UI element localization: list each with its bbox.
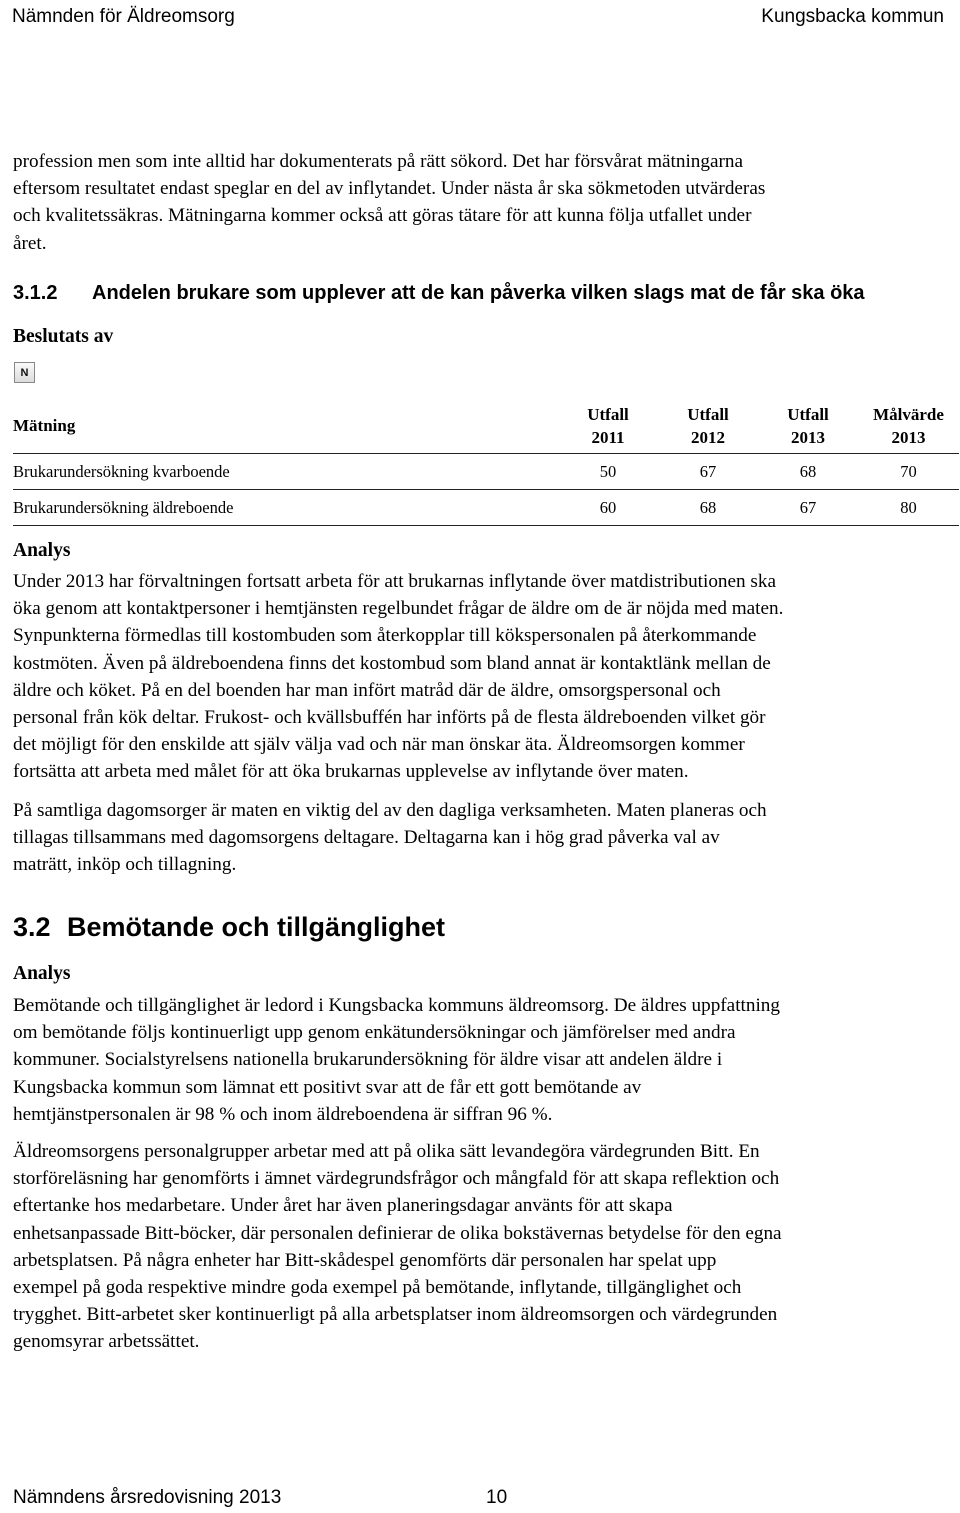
- section-heading-3-1-2: [13, 282, 865, 305]
- intro-line: året.: [13, 232, 47, 254]
- cell-value: 67: [799, 497, 817, 517]
- text-line: På samtliga dagomsorger är maten en viktig del av den dagliga verksamheten. Maten planeras och: [13, 800, 767, 821]
- dagomsorg-paragraph: [13, 797, 948, 879]
- text-line: Äldreomsorgens personalgrupper arbetar med att på olika sätt levandegöra värdegrunden Bitt. En: [13, 1141, 760, 1162]
- header-right: Kungsbacka kommun: [761, 6, 944, 27]
- text-line: kostmöten. Även på äldreboendena finns det kostombud som bland annat är kontaktlänk mellan de: [13, 652, 771, 674]
- text-line: öka genom att kontaktpersoner i hemtjänsten regelbundet frågar de äldre om de är nöjda med maten.: [13, 598, 784, 620]
- cell-value: 68: [699, 497, 717, 517]
- text-line: Bemötande och tillgänglighet är ledord i Kungsbacka kommuns äldreomsorg. De äldres uppfattning: [13, 995, 780, 1016]
- header-year: 2012: [691, 427, 725, 447]
- header-malvarde-2013: [858, 398, 959, 454]
- document-n-glyph: N: [20, 366, 29, 379]
- analys-label: Analys: [13, 540, 71, 561]
- header-utfall-2012: [658, 398, 758, 454]
- text-line: hemtjänstpersonalen är 98 % och inom äldreboendena är siffran 96 %.: [13, 1103, 553, 1125]
- text-line: Kungsbacka kommun som lämnat ett positivt svar att de får ett gott bemötande av: [13, 1076, 642, 1098]
- footer-title: Nämndens årsredovisning 2013: [13, 1487, 282, 1508]
- text-line: tillagas tillsammans med dagomsorgens deltagare. Deltagarna kan i hög grad påverka val av: [13, 827, 720, 849]
- text-line: det möjligt för den enskilde att själv välja vad och när man önskar äta. Äldreomsorgen kommer: [13, 734, 745, 756]
- beslutats-av-label: Beslutats av: [13, 326, 114, 347]
- header-label: Mätning: [13, 416, 76, 435]
- intro-line: profession men som inte alltid har dokumenterats på rätt sökord. Det har försvårat mätningarna: [13, 151, 743, 172]
- cell-value: 60: [599, 497, 617, 517]
- text-line: exempel på goda respektive mindre goda exempel på bemötande, inflytande, tillgänglighet och: [13, 1277, 742, 1299]
- bemotande-paragraph: [13, 992, 948, 1128]
- text-line: Synpunkterna förmedlas till kostombuden som återkopplar till kökspersonalen på återkommande: [13, 625, 757, 647]
- header-year: 2011: [591, 427, 625, 447]
- text-line: genomsyrar arbetssättet.: [13, 1331, 200, 1353]
- intro-line: eftersom resultatet endast speglar en del av inflytandet. Under nästa år ska sökmetoden utvärderas: [13, 178, 766, 200]
- text-line: enhetsanpassade Bitt-böcker, där personalen definierar de olika bokstävernas betydelse för den egna: [13, 1222, 782, 1244]
- section-title: Bemötande och tillgänglighet: [67, 912, 446, 942]
- section-title: Andelen brukare som upplever att de kan påverka vilken slags mat de får ska öka: [92, 282, 865, 304]
- header-left: Nämnden för Äldreomsorg: [12, 6, 235, 27]
- text-line: kommuner. Socialstyrelsens nationella brukarundersökning för äldre visar att andelen äldre i: [13, 1049, 723, 1071]
- section-number: 3.1.2: [13, 282, 58, 304]
- text-line: maträtt, inköp och tillagning.: [13, 854, 237, 876]
- text-line: eftertanke hos medarbetare. Under året har även planeringsdagar använts för att skapa: [13, 1195, 673, 1217]
- personalgrupper-paragraph: [13, 1138, 948, 1356]
- header-label: Utfall: [587, 404, 629, 424]
- header-label: Utfall: [687, 404, 729, 424]
- intro-line: och kvalitetssäkras. Mätningarna kommer också att göras tätare för att kunna följa utfallet under: [13, 205, 752, 227]
- section-heading-3-2: [13, 912, 445, 943]
- cell-value: 68: [799, 461, 817, 481]
- text-line: arbetsplatsen. På några enheter har Bitt-skådespel genomförts där personalen har spelat upp: [13, 1249, 717, 1271]
- page-footer: [13, 1487, 508, 1509]
- intro-paragraph: [13, 148, 948, 257]
- document-n-icon: [14, 362, 35, 383]
- analys-paragraph: [13, 568, 948, 786]
- header-year: 2013: [791, 427, 825, 447]
- text-line: personal från kök deltar. Frukost- och kvällsbuffén har införts på de flesta äldreboenden vilket gör: [13, 707, 766, 729]
- cell-value: 50: [599, 461, 617, 481]
- text-line: fortsätta att arbeta med målet för att öka brukarnas upplevelse av inflytande över maten.: [13, 761, 689, 783]
- table-row: [13, 454, 959, 490]
- page-header: [12, 6, 944, 34]
- text-line: storföreläsning har genomförts i ämnet värdegrundsfrågor och mångfald för att skapa reflektion och: [13, 1168, 780, 1190]
- analys-label-2: Analys: [13, 963, 71, 984]
- header-label: Utfall: [787, 404, 829, 424]
- row-label: Brukarundersökning kvarboende: [13, 461, 230, 481]
- header-utfall-2013: [758, 398, 858, 454]
- text-line: Under 2013 har förvaltningen fortsatt arbeta för att brukarnas inflytande över matdistributionen ska: [13, 571, 776, 592]
- text-line: trygghet. Bitt-arbetet sker kontinuerligt på alla arbetsplatser inom äldreomsorgen och värdegrunden: [13, 1304, 778, 1326]
- table-row: [13, 490, 959, 526]
- table-header-row: [13, 398, 959, 454]
- cell-value: 80: [900, 497, 917, 517]
- cell-value: 70: [900, 461, 917, 481]
- header-year: 2013: [891, 427, 926, 447]
- row-label: Brukarundersökning äldreboende: [13, 497, 234, 517]
- text-line: om bemötande följs kontinuerligt upp genom enkätundersökningar och jämförelser med andra: [13, 1022, 736, 1044]
- page-number: 10: [486, 1487, 508, 1508]
- header-utfall-2011: [558, 398, 658, 454]
- section-number: 3.2: [13, 912, 51, 942]
- text-line: äldre och köket. På en del boenden har man infört matråd där de äldre, omsorgspersonal och: [13, 679, 721, 701]
- header-matning: [13, 398, 558, 454]
- measurement-table: [13, 398, 959, 526]
- cell-value: 67: [699, 461, 717, 481]
- header-label: Målvärde: [873, 404, 944, 424]
